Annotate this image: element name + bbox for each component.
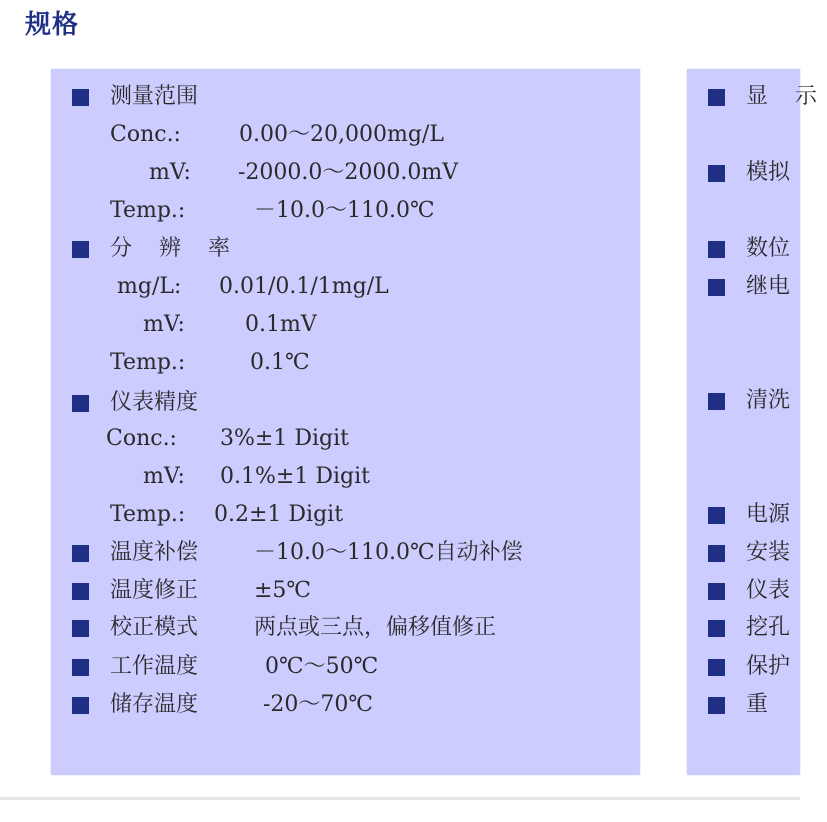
- section-store-temp: [51, 692, 631, 718]
- right-item-label: 继电: [746, 274, 791, 299]
- resolution-temp-label: Temp.:: [110, 350, 186, 375]
- right-item: [687, 692, 800, 718]
- specs-panel-right: [687, 69, 827, 775]
- section-resolution: [51, 236, 631, 262]
- resolution-heading: 分 辨 率: [110, 236, 240, 261]
- resolution-temp-value: 0.1℃: [250, 350, 310, 375]
- bullet-square-icon: [708, 659, 725, 676]
- resolution-mgl-row: [51, 274, 631, 300]
- right-item-label: 显 示: [746, 84, 827, 109]
- store-temp-heading: 储存温度: [110, 692, 199, 717]
- bullet-square-icon: [72, 545, 89, 562]
- right-item: [687, 274, 800, 300]
- temp-comp-heading: 温度补偿: [110, 540, 199, 565]
- range-mv-label: mV:: [149, 160, 191, 185]
- bullet-square-icon: [72, 241, 89, 258]
- bullet-square-icon: [708, 507, 725, 524]
- accuracy-heading: 仪表精度: [110, 390, 199, 415]
- right-item: [687, 578, 800, 604]
- bullet-square-icon: [72, 89, 89, 106]
- bullet-square-icon: [708, 393, 725, 410]
- specs-panel-left: [51, 69, 640, 775]
- bullet-square-icon: [708, 165, 725, 182]
- right-item-label: 数位: [746, 236, 791, 261]
- bullet-square-icon: [72, 659, 89, 676]
- range-mv-value: -2000.0～2000.0mV: [238, 160, 459, 185]
- section-temp-comp: [51, 540, 631, 566]
- right-item: [687, 502, 800, 528]
- right-item-label: 清洗: [746, 388, 791, 413]
- right-item-label: 模拟: [746, 160, 791, 185]
- calib-value: 两点或三点，偏移值修正: [254, 615, 497, 640]
- range-temp-row: [51, 198, 631, 224]
- section-temp-corr: [51, 578, 631, 604]
- right-item: [687, 84, 827, 110]
- resolution-mv-value: 0.1mV: [245, 312, 317, 337]
- resolution-mv-label: mV:: [143, 312, 185, 337]
- range-temp-value: －10.0～110.0℃: [254, 198, 435, 223]
- bullet-square-icon: [72, 697, 89, 714]
- bullet-square-icon: [708, 279, 725, 296]
- bullet-square-icon: [72, 395, 89, 412]
- calib-heading: 校正模式: [110, 615, 199, 640]
- resolution-mgl-value: 0.01/0.1/1mg/L: [219, 274, 389, 299]
- right-item: [687, 236, 800, 262]
- section-range: [51, 84, 631, 110]
- right-item-label: 仪表: [746, 578, 791, 603]
- accuracy-conc-value: 3%±1 Digit: [220, 426, 349, 451]
- section-work-temp: [51, 654, 631, 680]
- right-item: [687, 160, 800, 186]
- range-conc-value: 0.00～20,000mg/L: [239, 122, 444, 147]
- accuracy-mv-label: mV:: [143, 464, 185, 489]
- work-temp-value: 0℃～50℃: [265, 654, 379, 679]
- right-item: [687, 615, 800, 641]
- right-item: [687, 540, 800, 566]
- accuracy-conc-row: [51, 426, 631, 452]
- temp-comp-value: －10.0～110.0℃自动补偿: [254, 540, 523, 565]
- bullet-square-icon: [708, 697, 725, 714]
- accuracy-mv-row: [51, 464, 631, 490]
- resolution-mv-row: [51, 312, 631, 338]
- range-conc-row: [51, 122, 631, 148]
- right-item: [687, 388, 800, 414]
- page-title: 规格: [25, 10, 80, 40]
- work-temp-heading: 工作温度: [110, 654, 199, 679]
- bullet-square-icon: [72, 620, 89, 637]
- range-mv-row: [51, 160, 631, 186]
- range-conc-label: Conc.:: [110, 122, 181, 147]
- right-item-label: 安装: [746, 540, 791, 565]
- accuracy-temp-value: 0.2±1 Digit: [214, 502, 344, 527]
- temp-corr-value: ±5℃: [254, 578, 312, 603]
- bullet-square-icon: [708, 241, 725, 258]
- right-item-label: 保护: [746, 654, 791, 679]
- store-temp-value: -20～70℃: [263, 692, 374, 717]
- accuracy-mv-value: 0.1%±1 Digit: [220, 464, 370, 489]
- section-calib: [51, 615, 631, 641]
- accuracy-temp-label: Temp.:: [110, 502, 186, 527]
- right-item-label: 重: [746, 692, 769, 717]
- accuracy-conc-label: Conc.:: [106, 426, 177, 451]
- bullet-square-icon: [708, 620, 725, 637]
- bottom-divider: [0, 797, 800, 800]
- right-item-label: 电源: [746, 502, 791, 527]
- resolution-mgl-label: mg/L:: [117, 274, 182, 299]
- right-item-label: 挖孔: [746, 615, 791, 640]
- resolution-temp-row: [51, 350, 631, 376]
- bullet-square-icon: [708, 89, 725, 106]
- temp-corr-heading: 温度修正: [110, 578, 199, 603]
- section-accuracy: [51, 390, 631, 416]
- bullet-square-icon: [708, 545, 725, 562]
- right-item: [687, 654, 800, 680]
- range-heading: 测量范围: [110, 84, 199, 109]
- bullet-square-icon: [708, 583, 725, 600]
- bullet-square-icon: [72, 583, 89, 600]
- accuracy-temp-row: [51, 502, 631, 528]
- range-temp-label: Temp.:: [110, 198, 186, 223]
